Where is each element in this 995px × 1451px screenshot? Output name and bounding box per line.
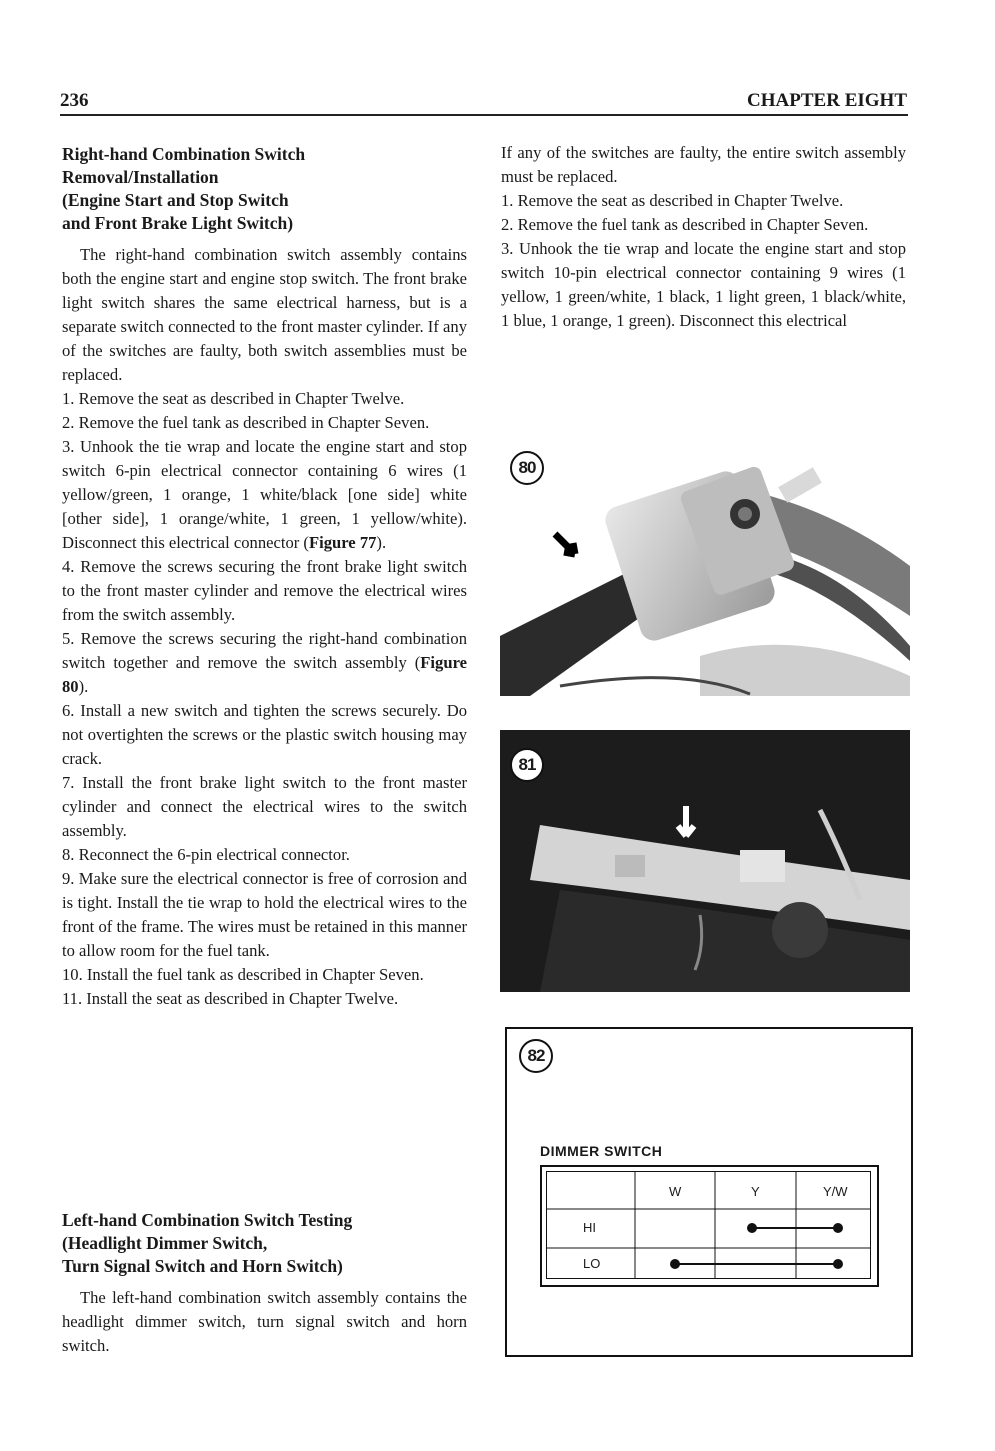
step: 7. Install the front brake light switch to the front master cylinder and connect the electrical wires to the switch assembly. — [62, 773, 467, 840]
step: 6. Install a new switch and tighten the screws securely. Do not overtighten the screws or the plastic switch housing may crack. — [62, 701, 467, 768]
paragraph: The right-hand combination switch assembly contains both the engine start and engine stop switch. The front brake light switch shares the same electrical harness, but is a separate switch connected to the front master cylinder. If any of the switches are faulty, both switch assemblies must be replaced. — [62, 245, 467, 384]
section-heading: Removal/Installation — [62, 167, 219, 187]
left-column — [62, 143, 467, 1011]
left-column-section2 — [62, 1209, 467, 1358]
close-paren: ). — [78, 677, 89, 696]
step: 11. Install the seat as described in Chapter Twelve. — [62, 989, 399, 1008]
step: 8. Reconnect the 6-pin electrical connector. — [62, 845, 350, 864]
right-column — [501, 141, 906, 333]
paragraph: The left-hand combination switch assembly contains the headlight dimmer switch, turn signal switch and horn switch. — [62, 1288, 467, 1355]
figure-ref[interactable]: Figure 77 — [308, 533, 377, 552]
step: 2. Remove the fuel tank as described in Chapter Seven. — [501, 215, 869, 234]
section-heading: (Engine Start and Stop Switch — [62, 190, 289, 210]
section-heading: Right-hand Combination Switch — [62, 144, 306, 164]
figure-ref[interactable]: Figure 80 — [62, 653, 467, 696]
page-number: 236 — [60, 90, 89, 111]
step — [62, 627, 467, 699]
row-label-hi: HI — [583, 1220, 596, 1235]
row-label-lo: LO — [583, 1256, 601, 1271]
paragraph: If any of the switches are faulty, the entire switch assembly must be replaced. — [501, 143, 906, 186]
section-heading: Turn Signal Switch and Horn Switch) — [62, 1256, 343, 1276]
step: 2. Remove the fuel tank as described in Chapter Seven. — [62, 413, 430, 432]
hi-y-terminal-dot — [747, 1223, 757, 1233]
lo-yw-terminal-dot — [833, 1259, 843, 1269]
header-rule — [60, 114, 908, 116]
section-heading: Left-hand Combination Switch Testing — [62, 1210, 353, 1230]
wiring-connector-image — [500, 730, 910, 992]
figure-80-photo — [500, 446, 910, 696]
handlebar-switch-image — [500, 446, 910, 696]
close-paren: ). — [376, 533, 387, 552]
lo-w-terminal-dot — [670, 1259, 680, 1269]
hi-yw-terminal-dot — [833, 1223, 843, 1233]
dimmer-switch-title: DIMMER SWITCH — [540, 1143, 663, 1159]
step-text: 5. Remove the screws securing the right-hand combination switch together and remove the switch assembly ( — [62, 629, 467, 672]
column-header-yw: Y/W — [823, 1184, 848, 1199]
figure-number-badge: 80 — [510, 451, 544, 485]
section-heading: and Front Brake Light Switch) — [62, 213, 294, 233]
step: 10. Install the fuel tank as described in Chapter Seven. — [62, 965, 424, 984]
step: 1. Remove the seat as described in Chapter Twelve. — [62, 389, 405, 408]
step: 3. Unhook the tie wrap and locate the engine start and stop switch 10-pin electrical connector containing 9 wires (1 yellow, 1 green/white, 1 black, 1 light green, 1 black/white, 1 blue, 1 orange, 1 green). Disconnect this electrical — [501, 239, 906, 330]
section-heading: (Headlight Dimmer Switch, — [62, 1233, 268, 1253]
dimmer-switch-table — [540, 1165, 879, 1287]
step: 4. Remove the screws securing the front brake light switch to the front master cylinder and remove the electrical wires from the switch assembly. — [62, 557, 467, 624]
step: 1. Remove the seat as described in Chapter Twelve. — [501, 191, 844, 210]
figure-number-badge: 81 — [510, 748, 544, 782]
column-header-w: W — [669, 1184, 682, 1199]
chapter-title: CHAPTER EIGHT — [747, 90, 907, 111]
figure-81-photo — [500, 730, 910, 992]
column-header-y: Y — [751, 1184, 760, 1199]
step-text: 3. Unhook the tie wrap and locate the engine start and stop switch 6-pin electrical connector containing 6 wires (1 yellow/green, 1 orange, 1 white/black [one side] white [other side], 1 orange/white, 1 green, 1 yellow/white). Disconnect this electrical connector ( — [62, 437, 467, 552]
step — [62, 435, 467, 555]
table-grid — [546, 1171, 871, 1279]
figure-number-badge: 82 — [519, 1039, 553, 1073]
step: 9. Make sure the electrical connector is free of corrosion and is tight. Install the tie wrap to hold the electrical wires to the front of the frame. The wires must be retained in this manner to allow room for the fuel tank. — [62, 869, 467, 960]
